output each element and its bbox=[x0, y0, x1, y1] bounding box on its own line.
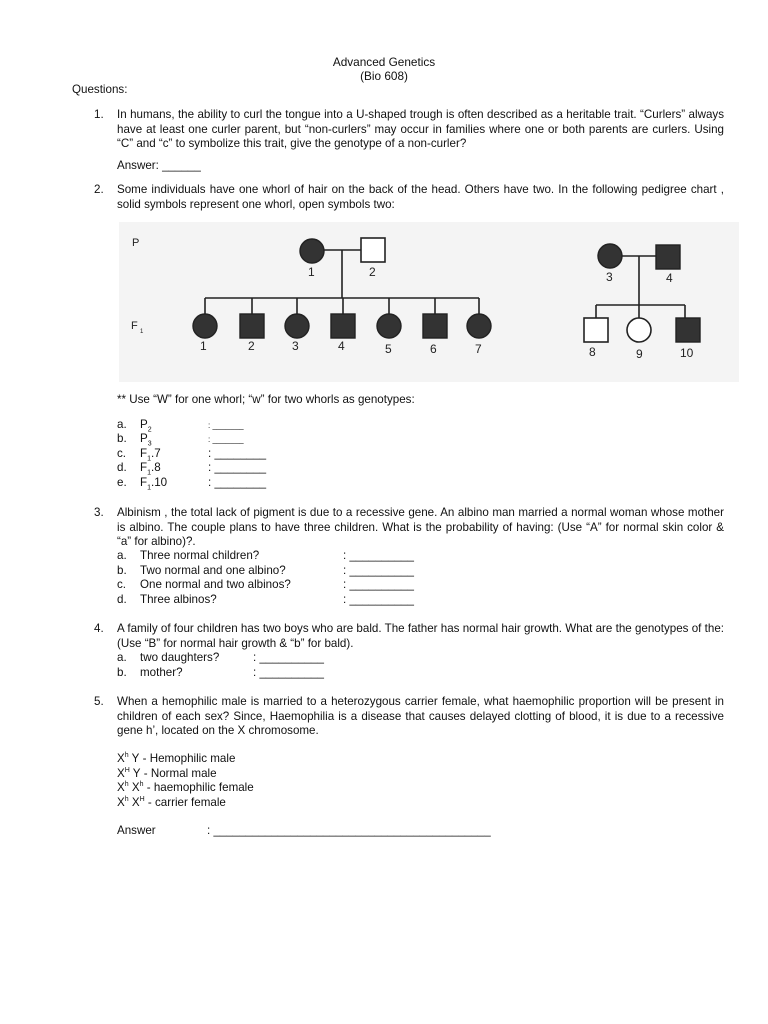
item-sub: 1 bbox=[147, 455, 151, 463]
item-sub: 1 bbox=[147, 469, 151, 477]
item-text: mother? bbox=[140, 666, 183, 679]
generation-f1-label: F bbox=[131, 320, 138, 332]
question-3 bbox=[94, 506, 724, 550]
question-1-number: 1. bbox=[94, 108, 104, 121]
questions-label: Questions: bbox=[72, 83, 128, 96]
question-4-item-a bbox=[117, 651, 324, 666]
question-2-number: 2. bbox=[94, 183, 104, 196]
question-2-item-e bbox=[117, 476, 266, 491]
label-f1-9: 9 bbox=[636, 347, 643, 361]
individual-f1-10-solid-male bbox=[676, 318, 700, 342]
item-letter: e. bbox=[117, 476, 127, 489]
question-5 bbox=[94, 695, 724, 739]
item-letter: b. bbox=[117, 666, 127, 679]
label-p1: 1 bbox=[308, 265, 315, 279]
question-3-text: Albinism , the total lack of pigment is due to a recessive gene. An albino man married a normal woman whose mother is albino. The couple plans to have three children. What is the probability of having: (Use “A” for normal skin color & “a” for albino)?. bbox=[117, 506, 724, 549]
individual-f1-8-open-male bbox=[584, 318, 608, 342]
label-p3: 3 bbox=[606, 270, 613, 284]
item-tail: .10 bbox=[151, 476, 168, 489]
item-blank[interactable]: : _______ bbox=[208, 421, 244, 430]
question-1-answer[interactable]: Answer: ______ bbox=[117, 159, 201, 172]
label-f1-6: 6 bbox=[430, 342, 437, 356]
question-2-item-a bbox=[117, 418, 244, 433]
item-blank[interactable]: : __________ bbox=[253, 651, 324, 664]
label-f1-5: 5 bbox=[385, 342, 392, 356]
individual-f1-9-open-female bbox=[627, 318, 651, 342]
answer-label: Answer bbox=[117, 824, 156, 837]
item-text: One normal and two albinos? bbox=[140, 578, 291, 591]
label-f1-3: 3 bbox=[292, 339, 299, 353]
item-label: F bbox=[140, 476, 148, 489]
item-letter: d. bbox=[117, 593, 127, 606]
question-4-item-b bbox=[117, 666, 324, 681]
pedigree-chart bbox=[119, 222, 739, 385]
pedigree-svg bbox=[119, 222, 739, 382]
question-2-item-d bbox=[117, 461, 266, 476]
item-sub: 3 bbox=[147, 440, 152, 448]
individual-f1-5-solid-female bbox=[377, 314, 401, 338]
genotype-haemophilic-female: $X^h$ $X^h$ - haemophilic female bbox=[117, 781, 254, 794]
item-label: F bbox=[140, 447, 148, 460]
item-blank[interactable]: : __________ bbox=[343, 593, 414, 606]
label-f1-1: 1 bbox=[200, 339, 207, 353]
document-title: Advanced Genetics bbox=[332, 55, 436, 69]
individual-p1-solid-female bbox=[300, 239, 324, 263]
label-f1-10: 10 bbox=[680, 346, 694, 360]
individual-p4-solid-male bbox=[656, 245, 680, 269]
individual-f1-7-solid-female bbox=[467, 314, 491, 338]
question-3-number: 3. bbox=[94, 506, 104, 519]
question-5-number: 5. bbox=[94, 695, 104, 708]
item-text: Two normal and one albino? bbox=[140, 564, 286, 577]
question-4 bbox=[94, 622, 724, 651]
question-5-text: When a hemophilic male is married to a heterozygous carrier female, what haemophilic proportion will be present in children of each sex? Since, Haemophilia is a disease that causes delayed clotting of blood, it is due to a recessive gene h’, located on the X chromosome. bbox=[117, 695, 724, 738]
item-blank[interactable]: : _______ bbox=[208, 435, 244, 444]
label-f1-8: 8 bbox=[589, 345, 596, 359]
question-3-item-d bbox=[117, 593, 414, 608]
individual-f1-1-solid-female bbox=[193, 314, 217, 338]
question-2-item-b bbox=[117, 432, 244, 447]
label-f1-4: 4 bbox=[338, 339, 345, 353]
item-blank[interactable]: : __________ bbox=[343, 578, 414, 591]
item-letter: a. bbox=[117, 549, 127, 562]
item-blank[interactable]: : __________ bbox=[253, 666, 324, 679]
question-2 bbox=[94, 183, 724, 212]
item-letter: b. bbox=[117, 564, 127, 577]
individual-f1-2-solid-male bbox=[240, 314, 264, 338]
question-2-item-c bbox=[117, 447, 266, 462]
question-4-number: 4. bbox=[94, 622, 104, 635]
genotype-hemophilic-male: $X^h$ Y - Hemophilic male bbox=[117, 752, 236, 765]
item-label: P bbox=[140, 432, 148, 445]
item-text: Three normal children? bbox=[140, 549, 260, 562]
item-letter: d. bbox=[117, 461, 127, 474]
individual-f1-4-solid-male bbox=[331, 314, 355, 338]
item-blank[interactable]: : __________ bbox=[343, 564, 414, 577]
question-1-text: In humans, the ability to curl the tongue into a U-shaped trough is often described as a heritable trait. “Curlers” always have at least one curler parent, but “non-curlers” may occur in families where one or both parents are curlers. Using “C” and “c” to symbolize this trait, give the genotype of a non-curler? bbox=[117, 108, 724, 151]
question-1 bbox=[94, 108, 724, 152]
item-blank[interactable]: : ________ bbox=[208, 476, 267, 489]
item-text: Three albinos? bbox=[140, 593, 217, 606]
pedigree-background bbox=[119, 222, 739, 382]
individual-f1-3-solid-female bbox=[285, 314, 309, 338]
item-label: F bbox=[140, 461, 148, 474]
item-letter: a. bbox=[117, 418, 127, 431]
label-f1-7: 7 bbox=[475, 342, 482, 356]
question-3-item-a bbox=[117, 549, 414, 564]
item-tail: .7 bbox=[151, 447, 161, 460]
item-letter: b. bbox=[117, 432, 127, 445]
question-3-item-c bbox=[117, 578, 414, 593]
genotype-carrier-female: $X^h$ $X^H$ - carrier female bbox=[117, 796, 226, 809]
course-code: (Bio 608) bbox=[360, 69, 408, 83]
individual-p2-open-male bbox=[361, 238, 385, 262]
item-text: two daughters? bbox=[140, 651, 220, 664]
item-sub: 2 bbox=[147, 426, 152, 434]
question-2-text: Some individuals have one whorl of hair on the back of the head. Others have two. In the following pedigree chart , solid symbols represent one whorl, open symbols two: bbox=[117, 183, 724, 211]
item-tail: .8 bbox=[151, 461, 161, 474]
answer-blank[interactable]: : ___________________________________________ bbox=[207, 824, 491, 837]
label-f1-2: 2 bbox=[248, 339, 255, 353]
question-5-answer bbox=[117, 824, 491, 839]
label-p2: 2 bbox=[369, 265, 376, 279]
individual-p3-solid-female bbox=[598, 244, 622, 268]
item-blank[interactable]: : __________ bbox=[343, 549, 414, 562]
item-letter: c. bbox=[117, 578, 127, 591]
item-blank[interactable]: : ________ bbox=[208, 461, 267, 474]
item-sub: 1 bbox=[147, 484, 151, 492]
question-2-note: ** Use “W” for one whorl; “w” for two whorls as genotypes: bbox=[117, 393, 415, 406]
individual-f1-6-solid-male bbox=[423, 314, 447, 338]
genotype-normal-male: $X^H$ Y - Normal male bbox=[117, 767, 217, 780]
item-label: P bbox=[140, 418, 148, 431]
generation-f1-subscript: 1 bbox=[140, 329, 144, 335]
item-letter: c. bbox=[117, 447, 127, 460]
question-4-text: A family of four children has two boys who are bald. The father has normal hair growth. What are the genotypes of the: (Use “B” for normal hair growth & “b” for bald). bbox=[117, 622, 724, 650]
item-blank[interactable]: : ________ bbox=[208, 447, 267, 460]
label-p4: 4 bbox=[666, 271, 673, 285]
generation-p-label: P bbox=[132, 237, 140, 249]
question-3-item-b bbox=[117, 564, 414, 579]
item-letter: a. bbox=[117, 651, 127, 664]
